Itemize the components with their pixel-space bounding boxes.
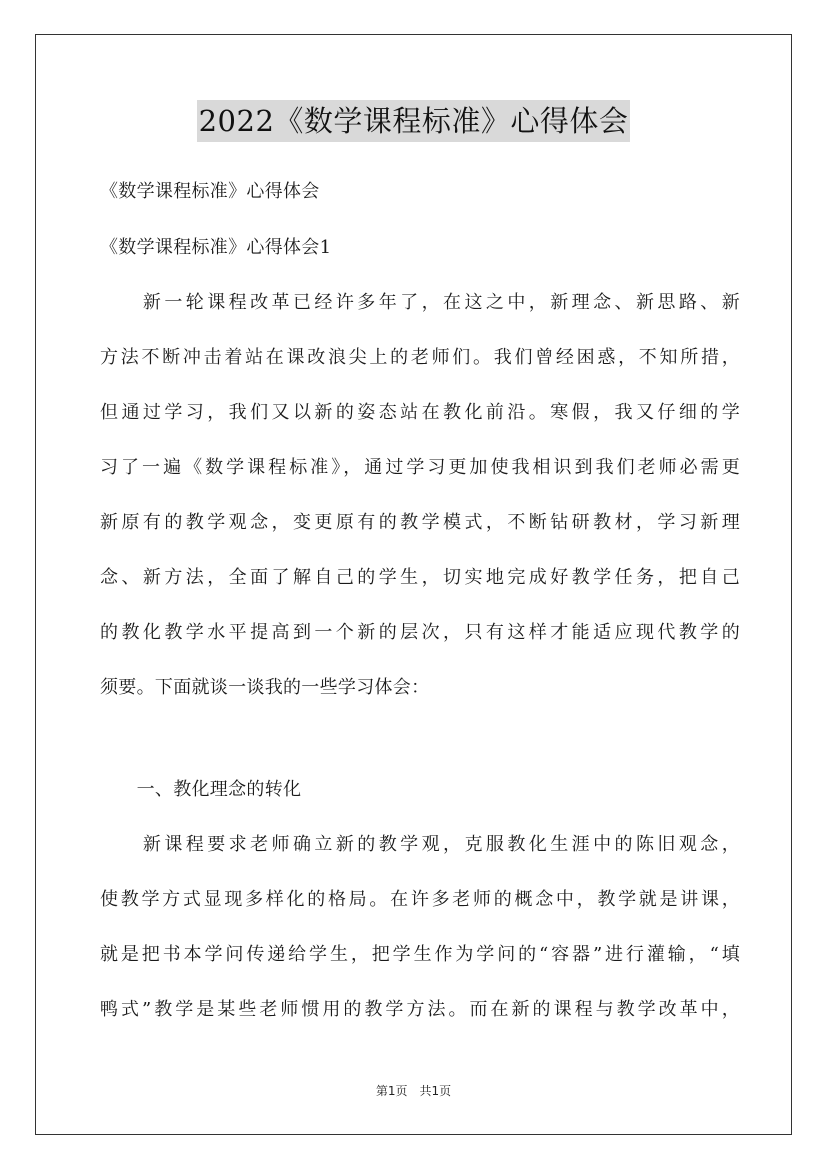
section-heading-line: 《数学课程标准》心得体会1	[100, 237, 332, 258]
paragraph-line: 就是把书本学问传递给学生，把学生作为学问的“容器”进行灌输，“填	[100, 944, 740, 965]
paragraph-line: 方法不断冲击着站在课改浪尖上的老师们。我们曾经困惑，不知所措，	[100, 347, 740, 368]
paragraph-line: 鸭式”教学是某些老师惯用的教学方法。而在新的课程与教学改革中，	[100, 999, 740, 1020]
paragraph-line: 但通过学习，我们又以新的姿态站在教化前沿。寒假，我又仔细的学	[100, 402, 740, 423]
paragraph-line: 使教学方式显现多样化的格局。在许多老师的概念中，教学就是讲课，	[100, 889, 740, 910]
paragraph-line: 念、新方法，全面了解自己的学生，切实地完成好教学任务，把自己	[100, 567, 740, 588]
title-container	[0, 100, 827, 142]
paragraph-line: 的教化教学水平提高到一个新的层次，只有这样才能适应现代教学的	[100, 622, 740, 643]
page-number: 第1页 共1页	[375, 1084, 452, 1098]
paragraph-line: 新一轮课程改革已经许多年了，在这之中，新理念、新思路、新	[100, 292, 740, 313]
paragraph-line: 新原有的教学观念，变更原有的教学模式，不断钻研教材，学习新理	[100, 512, 740, 533]
document-title: 2022《数学课程标准》心得体会	[197, 100, 631, 142]
section-heading: 一、教化理念的转化	[100, 779, 302, 800]
paragraph-line: 新课程要求老师确立新的教学观，克服教化生涯中的陈旧观念，	[100, 834, 740, 855]
paragraph-line: 须要。下面就谈一谈我的一些学习体会：	[100, 677, 430, 698]
subtitle-line: 《数学课程标准》心得体会	[100, 181, 320, 202]
paragraph-line: 习了一遍《数学课程标准》，通过学习更加使我相识到我们老师必需更	[100, 457, 740, 478]
